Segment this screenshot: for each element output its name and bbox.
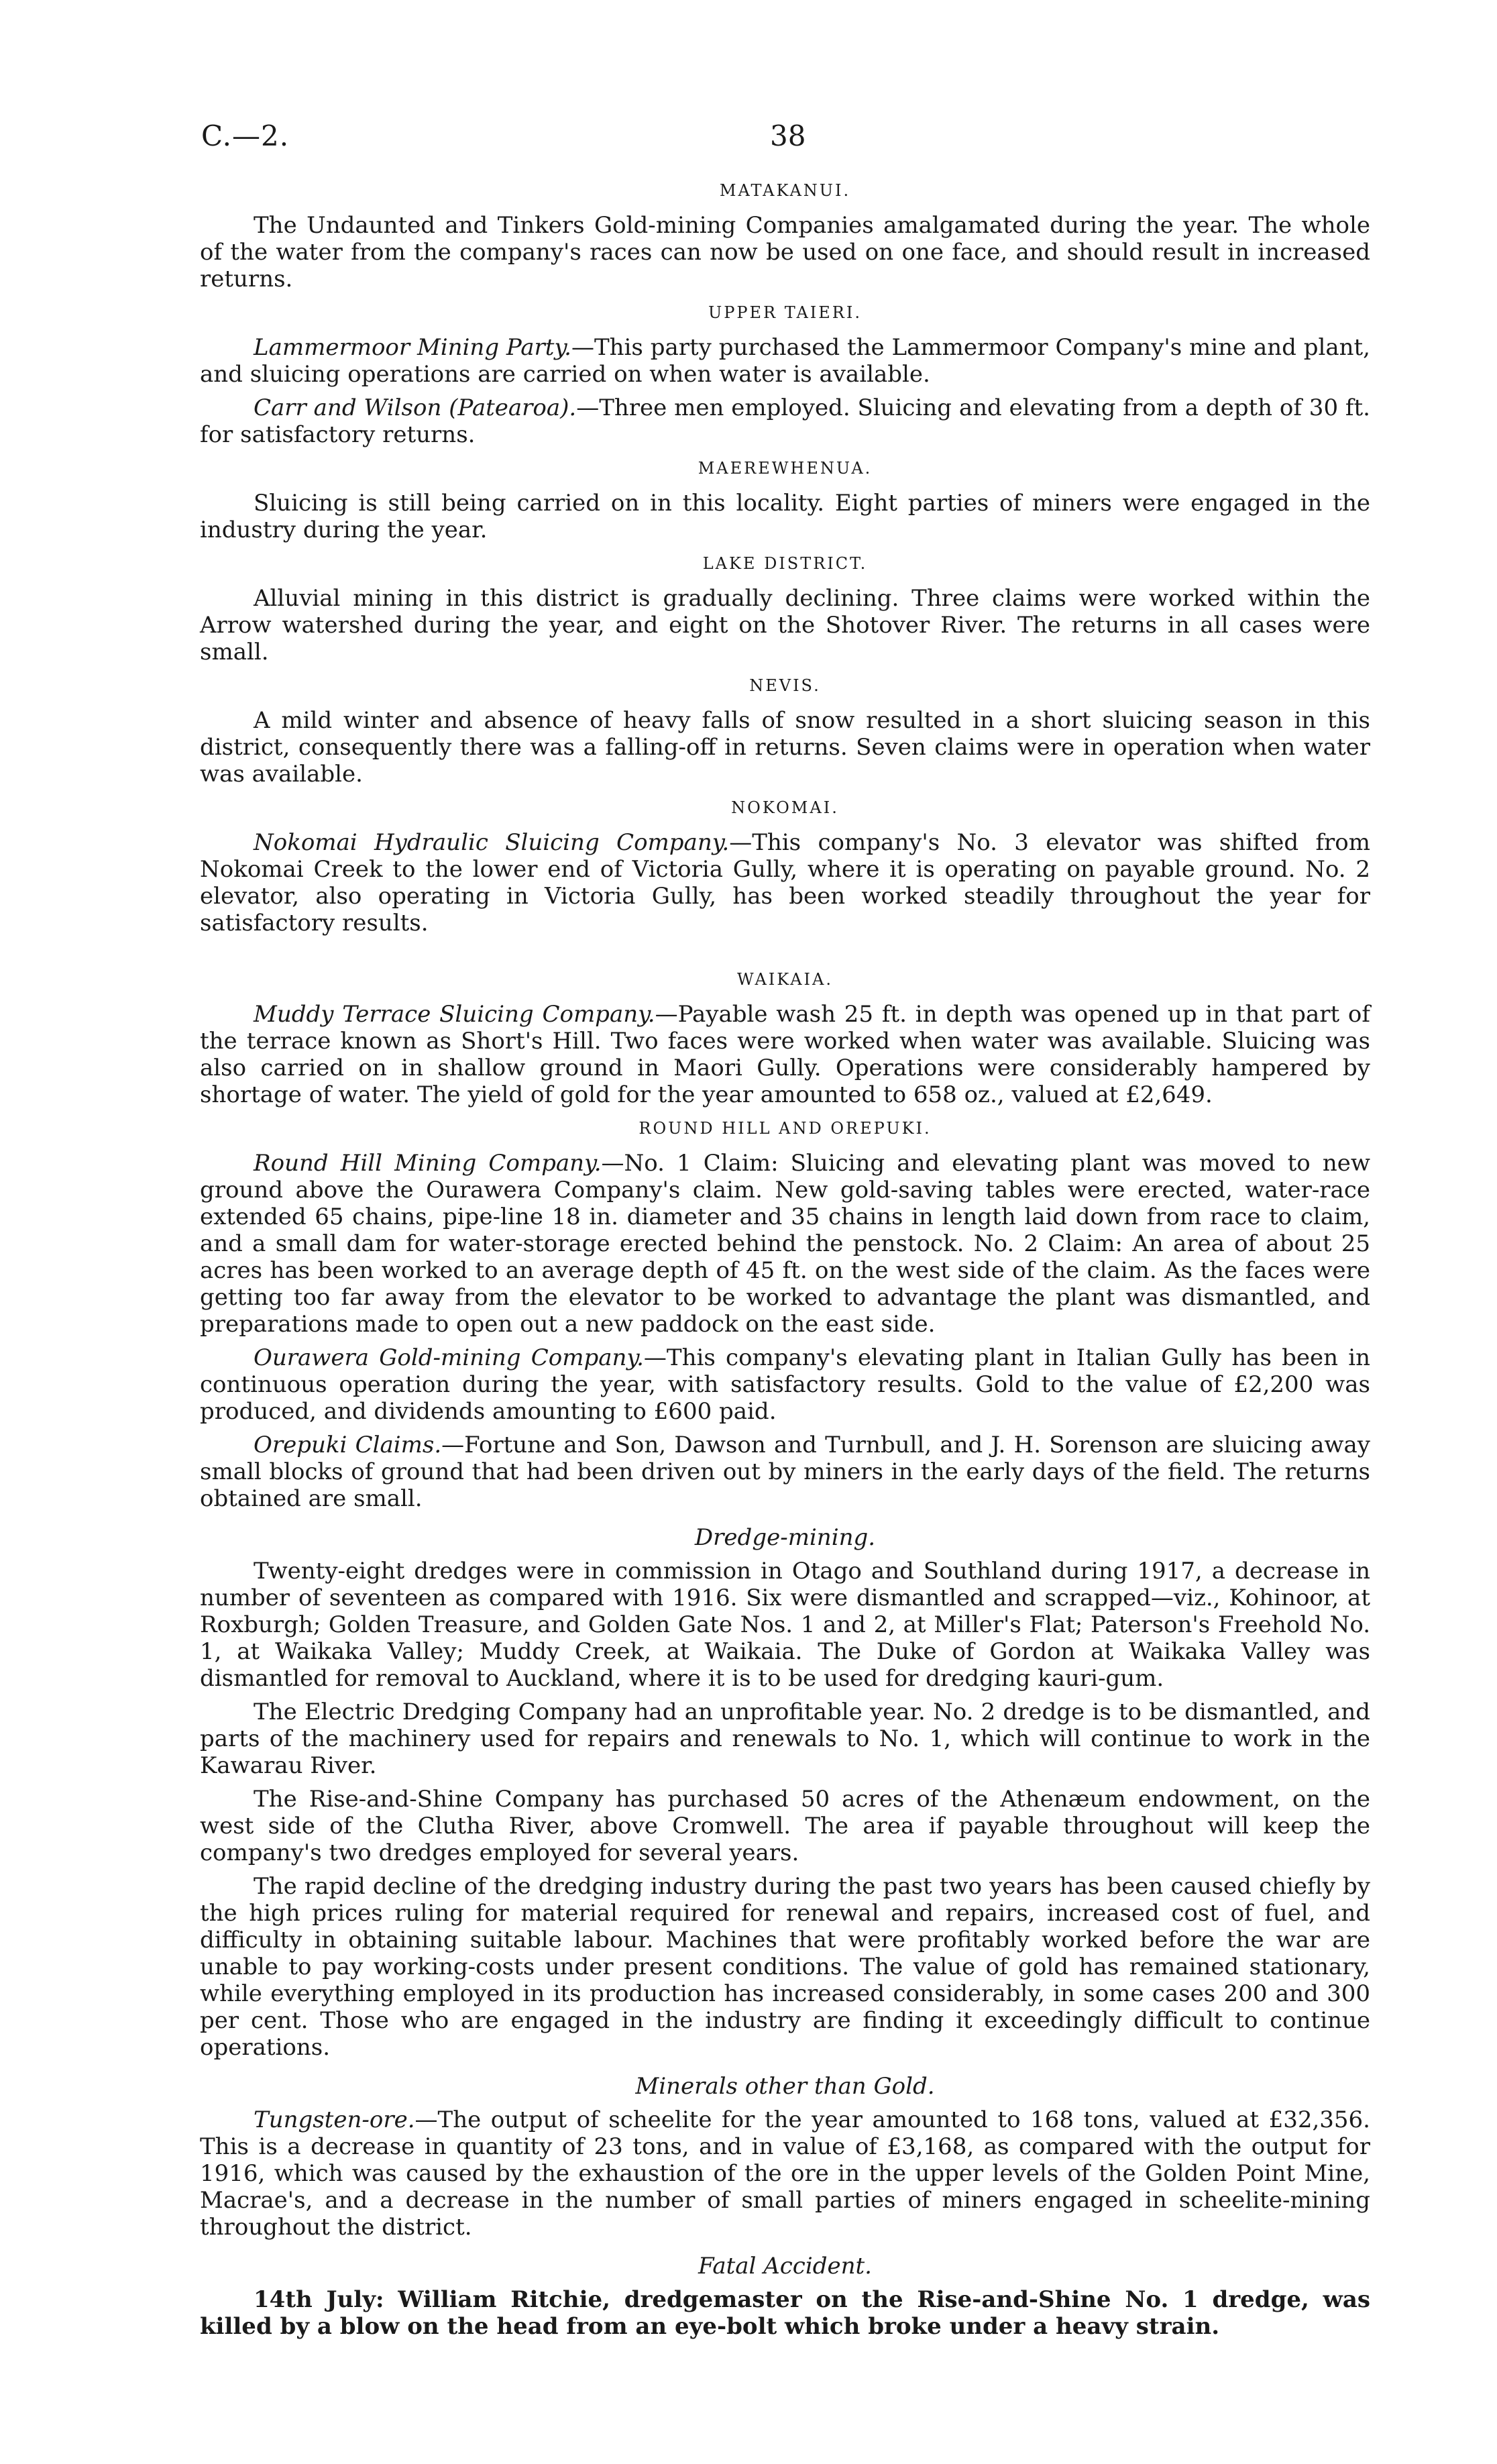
paragraph — [200, 334, 1370, 388]
section-heading-nevis: NEVIS. — [749, 676, 821, 695]
paragraph-lead: Round Hill Mining Company. — [254, 1150, 602, 1177]
paragraph: The Undaunted and Tinkers Gold-mining Companies amalgamated during the year. The whole of the water from the company's races can now be used on one face, and should result in increased returns. — [200, 212, 1370, 292]
section-heading-upper-taieri: UPPER TAIERI. — [708, 303, 862, 322]
paragraph-lead: Muddy Terrace Sluicing Company. — [254, 1001, 655, 1028]
paragraph — [200, 1432, 1370, 1512]
section-heading-round-hill: ROUND HILL AND OREPUKI. — [639, 1119, 932, 1138]
paragraph: Alluvial mining in this district is gradually declining. Three claims were worked within the Arrow watershed during the year, and eight on the Shotover River. The returns in all cases were small. — [200, 585, 1370, 665]
paragraph-text: —This party purchased the Lammermoor Company's mine and plant, and sluicing operations are carried on when water is available. — [200, 334, 1370, 388]
paragraph: 14th July: William Ritchie, dredgemaster on the Rise-and-Shine No. 1 dredge, was killed by a blow on the head from an eye-bolt which broke under a heavy strain. — [200, 2286, 1370, 2340]
paragraph-text: —This company's No. 3 elevator was shifted from Nokomai Creek to the lower end of Victoria Gully, where it is operating on payable ground. No. 2 elevator, also operating in Victoria Gully, has been worked steadily throughout the year for satisfactory results. — [200, 829, 1370, 936]
paragraph-text: —No. 1 Claim: Sluicing and elevating plant was moved to new ground above the Ourawera Company's claim. New gold-saving tables were erected, water-race extended 65 chains, pipe-line 18 in. diameter and 35 chains in length laid down from race to claim, and a small dam for water-storage erected behind the penstock. No. 2 Claim: An area of about 25 acres has been worked to an average depth of 45 ft. on the west side of the claim. As the faces were getting too far away from the elevator to be worked to advantage the plant was dismantled, and preparations made to open out a new paddock on the east side. — [200, 1150, 1370, 1338]
paragraph: The rapid decline of the dredging industry during the past two years has been caused chiefly by the high prices ruling for material required for renewal and repairs, increased cost of fuel, and difficulty in obtaining suitable labour. Machines that were profitably worked before the war are unable to pay working-costs under present conditions. The value of gold has remained stationary, while everything employed in its production has increased considerably, in some cases 200 and 300 per cent. Those who are engaged in the industry are finding it exceedingly difficult to continue operations. — [200, 1873, 1370, 2061]
document-body — [200, 173, 1370, 2347]
section-heading-maerewhenua: MAEREWHENUA. — [698, 459, 873, 478]
paragraph — [200, 394, 1370, 448]
section-heading-matakanui: MATAKANUI. — [719, 181, 851, 200]
paragraph-lead: Nokomai Hydraulic Sluicing Company. — [254, 829, 730, 856]
section-heading-waikaia: WAIKAIA. — [736, 970, 833, 989]
paragraph — [200, 1150, 1370, 1338]
section-heading-nokomai: NOKOMAI. — [731, 798, 839, 817]
paragraph-text: —Fortune and Son, Dawson and Turnbull, and J. H. Sorenson are sluicing away small blocks of ground that had been driven out by miners in the early days of the field. The returns obtained are small. — [200, 1432, 1370, 1512]
paragraph-lead: Orepuki Claims. — [254, 1432, 442, 1458]
paragraph-text: —This company's elevating plant in Italian Gully has been in continuous operation during the year, with satisfactory results. Gold to the value of £2,200 was produced, and dividends amounting to £600 paid. — [200, 1344, 1370, 1425]
page-number: 38 — [770, 119, 806, 152]
paragraph: Twenty-eight dredges were in commission in Otago and Southland during 1917, a decrease in number of seventeen as compared with 1916. Six were dismantled and scrapped—viz., Kohinoor, at Roxburgh; Golden Treasure, and Golden Gate Nos. 1 and 2, at Miller's Flat; Paterson's Freehold No. 1, at Waikaka Valley; Muddy Creek, at Waikaia. The Duke of Gordon at Waikaka Valley was dismantled for removal to Auckland, where it is to be used for dredging kauri-gum. — [200, 1558, 1370, 1692]
paragraph-lead: Carr and Wilson (Patearoa). — [254, 394, 577, 421]
paragraph-lead: Lammermoor Mining Party. — [254, 334, 571, 361]
paragraph: A mild winter and absence of heavy falls of snow resulted in a short sluicing season in this district, consequently there was a falling-off in returns. Seven claims were in operation when water was available. — [200, 707, 1370, 788]
paragraph: The Rise-and-Shine Company has purchased 50 acres of the Athenæum endowment, on the west side of the Clutha River, above Cromwell. The area if payable throughout will keep the company's two dredges employed for several years. — [200, 1786, 1370, 1866]
section-heading-minerals: Minerals other than Gold. — [635, 2073, 935, 2100]
paragraph — [200, 1344, 1370, 1425]
paragraph-text: —The output of scheelite for the year amounted to 168 tons, valued at £32,356. This is a decrease in quantity of 23 tons, and in value of £3,168, as compared with the output for 1916, which was caused by the exhaustion of the ore in the upper levels of the Golden Point Mine, Macrae's, and a decrease in the number of small parties of miners engaged in scheelite-mining throughout the district. — [200, 2106, 1370, 2241]
paragraph-text: —Payable wash 25 ft. in depth was opened up in that part of the terrace known as Short's Hill. Two faces were worked when water was available. Sluicing was also carried on in shallow ground in Maori Gully. Operations were considerably hampered by shortage of water. The yield of gold for the year amounted to 658 oz., valued at £2,649. — [200, 1001, 1370, 1108]
paragraph — [200, 829, 1370, 936]
paragraph-lead: Ourawera Gold-mining Company. — [254, 1344, 644, 1371]
paragraph — [200, 2106, 1370, 2241]
paragraph-text: —Three men employed. Sluicing and elevating from a depth of 30 ft. for satisfactory returns. — [200, 394, 1370, 448]
section-heading-lake-district: LAKE DISTRICT. — [702, 554, 868, 573]
paragraph-lead: Tungsten-ore. — [254, 2106, 415, 2133]
paragraph: Sluicing is still being carried on in this locality. Eight parties of miners were engaged in the industry during the year. — [200, 490, 1370, 543]
document-reference: C.—2. — [201, 119, 290, 152]
paragraph — [200, 1001, 1370, 1108]
section-heading-dredge-mining: Dredge-mining. — [694, 1524, 876, 1551]
section-heading-fatal-accident: Fatal Accident. — [698, 2253, 872, 2280]
paragraph: The Electric Dredging Company had an unprofitable year. No. 2 dredge is to be dismantled, and parts of the machinery used for repairs and renewals to No. 1, which will continue to work in the Kawarau River. — [200, 1699, 1370, 1779]
